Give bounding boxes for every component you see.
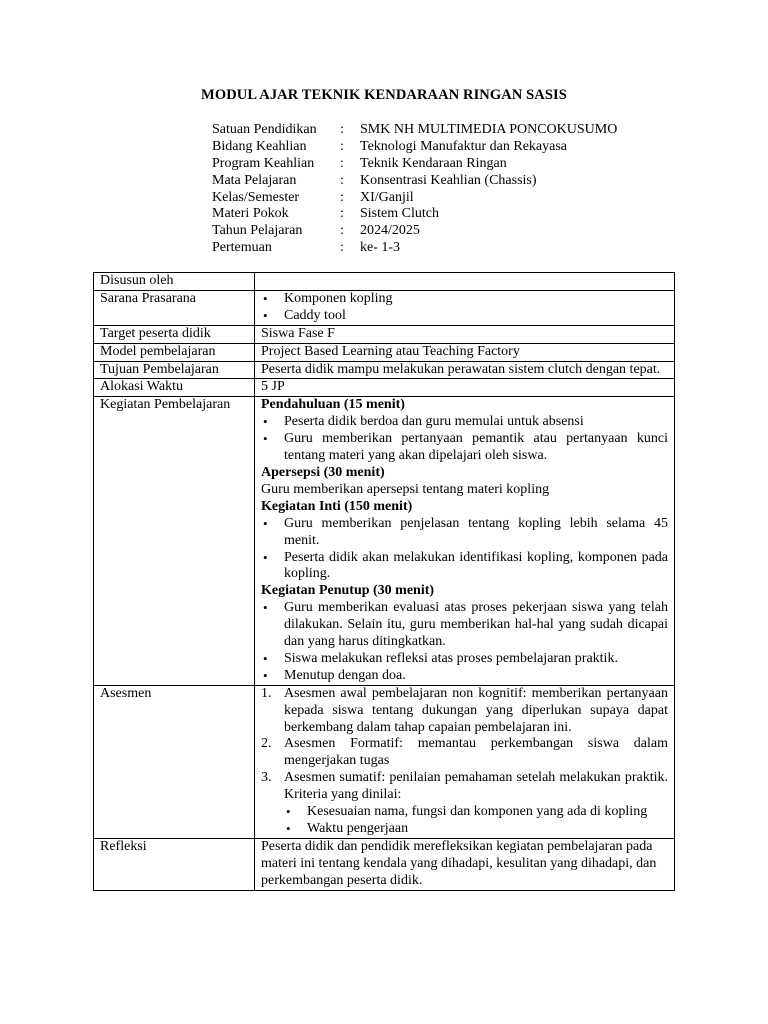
penutup-list (261, 600, 668, 685)
list-item: • Siswa melakukan refleksi atas proses pembelajaran praktik. (261, 651, 668, 668)
asesmen-list (261, 686, 668, 804)
list-item: • Kesesuaian nama, fungsi dan komponen yang ada di kopling (284, 804, 668, 821)
row-disusun (94, 273, 675, 291)
list-item: • Komponen kopling (261, 291, 668, 308)
row-asesmen (94, 685, 675, 838)
row-alokasi (94, 379, 675, 397)
list-item (261, 736, 668, 770)
row-value-sarana (255, 290, 675, 325)
section-heading-apersepsi: Apersepsi (30 menit) (261, 464, 385, 480)
module-table (93, 272, 675, 891)
row-model (94, 343, 675, 361)
list-item: • Waktu pengerjaan (284, 821, 668, 838)
identity-label: Tahun Pelajaran (212, 223, 303, 239)
list-text: Asesmen Formatif: memantau perkembangan siswa dalam mengerjakan tugas (284, 736, 668, 769)
identity-separator: : (340, 122, 344, 137)
identity-label: Pertemuan (212, 240, 272, 256)
row-value-alokasi: 5 JP (255, 379, 675, 397)
identity-row-materi (212, 205, 617, 222)
row-value-asesmen (255, 685, 675, 838)
identity-label: Satuan Pendidikan (212, 122, 317, 137)
list-item: • Guru memberikan penjelasan tentang kopling lebih selama 45 menit. (261, 516, 668, 550)
list-item: • Guru memberikan pertanyaan pemantik atau pertanyaan kunci tentang materi yang akan dipelajari oleh siswa. (261, 431, 668, 465)
identity-separator: : (340, 155, 344, 171)
row-label: Target peserta didik (94, 325, 255, 343)
list-text: Asesmen awal pembelajaran non kognitif: memberikan pertanyaan kepada siswa tentang dukungan yang diperlukan supaya dapat berkembang dalam tahap capaian pembelajaran ini. (284, 685, 668, 735)
identity-label: Bidang Keahlian (212, 138, 307, 154)
list-number: 2. (261, 736, 272, 752)
section-heading-penutup: Kegiatan Penutup (30 menit) (261, 583, 435, 599)
list-item (261, 686, 668, 737)
row-kegiatan (94, 397, 675, 685)
criteria-list (284, 804, 668, 838)
identity-row-pertemuan (212, 239, 617, 256)
list-item (261, 770, 668, 804)
identity-separator: : (340, 189, 344, 205)
section-heading-inti: Kegiatan Inti (150 menit) (261, 498, 413, 514)
identity-row-program (212, 155, 617, 172)
identity-value: Teknik Kendaraan Ringan (360, 155, 507, 171)
identity-value: Konsentrasi Keahlian (Chassis) (360, 172, 537, 188)
row-target (94, 325, 675, 343)
identity-row-mapel (212, 172, 617, 189)
row-label: Sarana Prasarana (94, 290, 255, 325)
identity-row-satuan (212, 121, 617, 138)
identity-label: Kelas/Semester (212, 189, 300, 205)
list-item: • Caddy tool (261, 308, 668, 325)
inti-list (261, 516, 668, 584)
identity-row-bidang (212, 138, 617, 155)
row-label: Kegiatan Pembelajaran (94, 397, 255, 685)
row-tujuan (94, 361, 675, 379)
row-value-model: Project Based Learning atau Teaching Factory (255, 343, 675, 361)
row-label: Refleksi (94, 838, 255, 890)
row-label: Model pembelajaran (94, 343, 255, 361)
list-item: • Guru memberikan evaluasi atas proses pekerjaan siswa yang telah dilakukan. Selain itu, guru memberikan hal-hal yang sudah dicapai dan yang harus ditingkatkan. (261, 600, 668, 651)
row-label: Alokasi Waktu (94, 379, 255, 397)
identity-separator: : (340, 240, 344, 256)
row-value-kegiatan (255, 397, 675, 685)
identity-separator: : (340, 172, 344, 188)
identity-separator: : (340, 138, 344, 154)
document-title: MODUL AJAR TEKNIK KENDARAAN RINGAN SASIS (201, 87, 567, 103)
identity-block (212, 121, 617, 256)
identity-label: Program Keahlian (212, 155, 315, 171)
identity-value: ke- 1-3 (360, 240, 401, 256)
row-value-disusun (255, 273, 675, 291)
identity-value: SMK NH MULTIMEDIA PONCOKUSUMO (360, 122, 618, 137)
identity-row-tahun (212, 222, 617, 239)
apersepsi-text: Guru memberikan apersepsi tentang materi kopling (261, 481, 550, 497)
identity-separator: : (340, 206, 344, 222)
row-value-refleksi: Peserta didik dan pendidik merefleksikan kegiatan pembelajaran pada materi ini tentang kendala yang dihadapi, kesulitan yang dihadapi, dan perkembangan peserta didik. (255, 838, 675, 890)
row-label: Disusun oleh (94, 273, 255, 291)
list-text: Asesmen sumatif: penilaian pemahaman setelah melakukan praktik. Kriteria yang dinilai: (284, 770, 668, 803)
row-value-target: Siswa Fase F (255, 325, 675, 343)
list-item: • Peserta didik berdoa dan guru memulai untuk absensi (261, 414, 668, 431)
list-number: 3. (261, 770, 272, 786)
pendahuluan-list (261, 414, 668, 465)
list-number: 1. (261, 685, 272, 701)
list-item: • Menutup dengan doa. (261, 668, 668, 685)
list-item: • Peserta didik akan melakukan identifikasi kopling, komponen pada kopling. (261, 550, 668, 584)
row-refleksi (94, 838, 675, 890)
identity-value: XI/Ganjil (360, 189, 414, 205)
row-value-tujuan: Peserta didik mampu melakukan perawatan sistem clutch dengan tepat. (255, 361, 675, 379)
section-heading-pendahuluan: Pendahuluan (15 menit) (261, 397, 405, 413)
identity-separator: : (340, 223, 344, 239)
sarana-list (261, 291, 668, 325)
identity-label: Mata Pelajaran (212, 172, 297, 188)
identity-value: Teknologi Manufaktur dan Rekayasa (360, 138, 568, 154)
row-sarana (94, 290, 675, 325)
row-label: Asesmen (94, 685, 255, 838)
identity-value: Sistem Clutch (360, 206, 439, 222)
identity-label: Materi Pokok (212, 206, 289, 222)
identity-value: 2024/2025 (360, 223, 420, 239)
row-label: Tujuan Pembelajaran (94, 361, 255, 379)
identity-row-kelas (212, 189, 617, 206)
